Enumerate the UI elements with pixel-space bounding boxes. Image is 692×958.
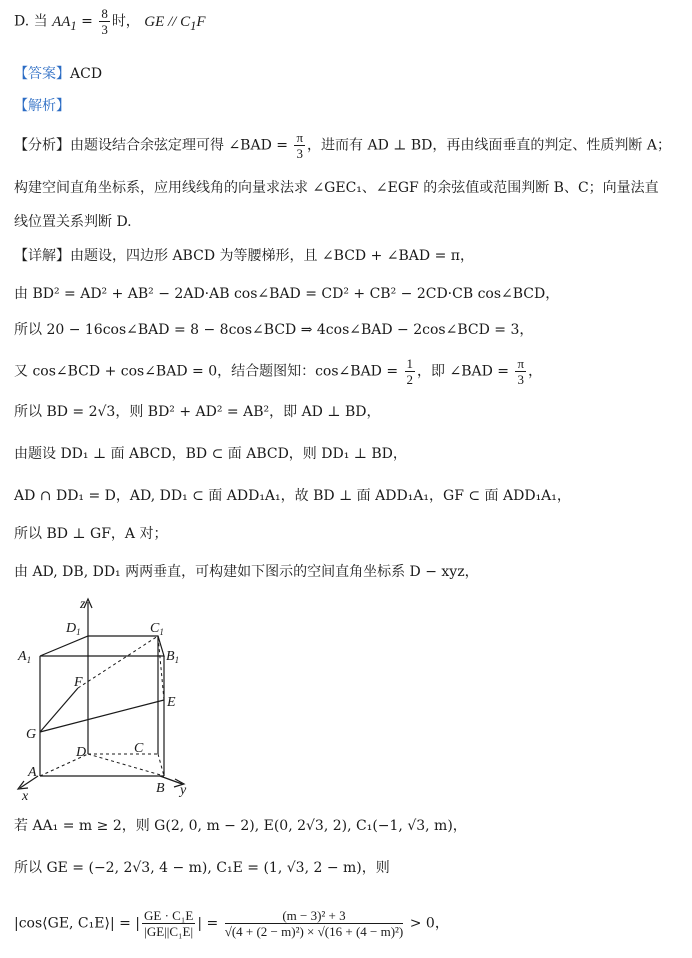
answer-line (14, 64, 102, 84)
option-d: D. 当 $AA_1$ = $\frac{8}{3}$ 时， GE // $C_1F$ (14, 6, 206, 37)
label-f: F (74, 675, 83, 690)
hidden-fc1 (78, 636, 158, 688)
option-d-parallel: GE // $C_1F$ (144, 13, 206, 33)
label-x: x (22, 789, 29, 804)
label-c: C (134, 741, 144, 756)
detail-line-7: AD ∩ DD₁ = D，AD, DD₁ ⊂ 面 ADD₁A₁，故 BD ⊥ 面 ADD₁A₁，GF ⊂ 面 ADD₁A₁， (14, 488, 571, 504)
fenxi-line-2: 构建空间直角坐标系，应用线线角的向量求法求 ∠GEC₁、∠EGF 的余弦值或范围判断 B、C；向量法直 (14, 180, 659, 196)
label-d: D (76, 745, 87, 760)
label-a: A (28, 765, 37, 780)
segment-ge (40, 700, 164, 732)
label-y: y (180, 783, 187, 798)
x-arrow (18, 781, 28, 789)
label-b: B (156, 781, 165, 796)
detail-line-12: |cos⟨GE, C₁E⟩| = | $\frac{\text{GE · C₁E}}{\text{|GE||C₁E|}}$ | = $\frac{\text{(m − 3)² + 3}}{\text{√(4 + (2 − m)²) × √(16 + (4 − m)²)}}$ > 0， (14, 908, 449, 939)
top-face (40, 636, 164, 656)
answer-label: 【答案】 (14, 66, 70, 82)
detail-line-11: 所以 GE = (−2, 2√3, 4 − m), C₁E = (1, √3, 2 − m)，则 (14, 860, 390, 876)
label-b1: $B_1$ (166, 649, 180, 665)
detail-line-5: 所以 BD = 2√3，则 BD² + AD² = AB²，即 AD ⊥ BD， (14, 404, 381, 420)
fenxi-line-1: 【分析】由题设结合余弦定理可得 ∠BAD = $\frac{\pi}{3}$ ，进而有 AD ⊥ BD，再由线面垂直的判定、性质判断 A； (14, 130, 671, 161)
answer-value: ACD (70, 66, 103, 82)
option-d-expr: $AA_1$ (52, 13, 77, 33)
detail-line-9: 由 AD, DB, DD₁ 两两垂直，可构建如下图示的空间直角坐标系 D − xyz， (14, 564, 479, 580)
prism-figure (10, 594, 200, 804)
detail-line-2: 由 BD² = AD² + AB² − 2AD·AB cos∠BAD = CD² + CB² − 2CD·CB cos∠BCD， (14, 286, 560, 302)
detail-line-8: 所以 BD ⊥ GF，A 对； (14, 526, 168, 542)
detail-line-4: 又 cos∠BCD + cos∠BAD = 0，结合题图知：cos∠BAD = $\frac{1}{2}$ ，即 ∠BAD = $\frac{\pi}{3}$ ， (14, 356, 543, 387)
hidden-db (88, 754, 164, 776)
label-d1: $D_1$ (66, 621, 81, 637)
option-d-frac: $\frac{8}{3}$ (101, 6, 108, 37)
detail-line-1: 【详解】由题设，四边形 ABCD 为等腰梯形，且 ∠BCD + ∠BAD = π， (14, 248, 474, 264)
label-c1: $C_1$ (150, 621, 164, 637)
hidden-cb (158, 754, 164, 776)
label-e: E (167, 695, 176, 710)
segment-gf (40, 688, 78, 732)
fenxi-line-3: 线位置关系判断 D. (14, 214, 132, 230)
analysis-label: 【解析】 (14, 98, 70, 114)
label-z: z (80, 597, 86, 612)
label-g: G (26, 727, 37, 742)
label-a1: $A_1$ (18, 649, 32, 665)
detail-line-10: 若 AA₁ = m ≥ 2，则 G(2, 0, m − 2), E(0, 2√3, 2), C₁(−1, √3, m)， (14, 818, 467, 834)
detail-line-3: 所以 20 − 16cos∠BAD = 8 − 8cos∠BCD ⇒ 4cos∠BAD − 2cos∠BCD = 3， (14, 322, 534, 338)
detail-line-6: 由题设 DD₁ ⊥ 面 ABCD，BD ⊂ 面 ABCD，则 DD₁ ⊥ BD， (14, 446, 407, 462)
